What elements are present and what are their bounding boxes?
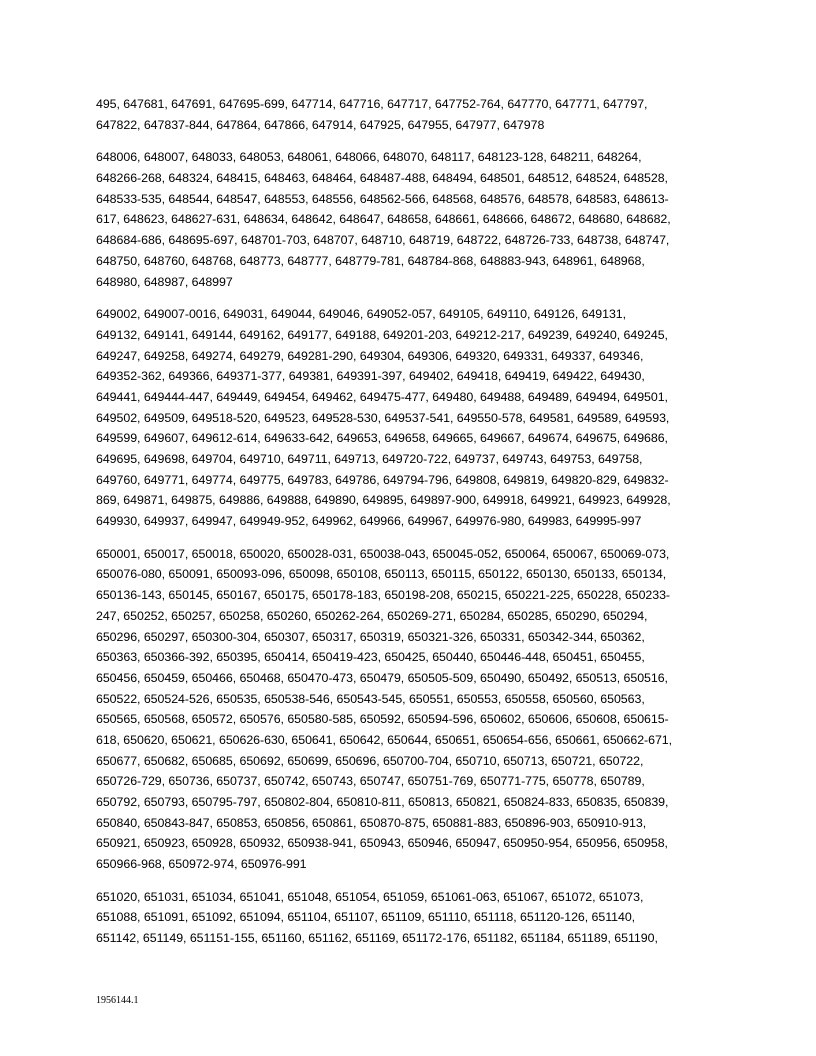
text-line: 650363, 650366-392, 650395, 650414, 650419-423, 650425, 650440, 650446-448, 650451, 650455,: [96, 650, 645, 665]
text-line: 651142, 651149, 651151-155, 651160, 651162, 651169, 651172-176, 651182, 651184, 651189, 651190,: [96, 931, 658, 946]
text-line: 649760, 649771, 649774, 649775, 649783, 649786, 649794-796, 649808, 649819, 649820-829, 649832-: [96, 472, 669, 487]
text-line: 649599, 649607, 649612-614, 649633-642, 649653, 649658, 649665, 649667, 649674, 649675, 649686,: [96, 431, 668, 446]
text-line: 650565, 650568, 650572, 650576, 650580-585, 650592, 650594-596, 650602, 650606, 650608, 650615-: [96, 712, 669, 727]
text-line: 618, 650620, 650621, 650626-630, 650641, 650642, 650644, 650651, 650654-656, 650661, 650662-671,: [96, 732, 673, 747]
text-line: 649502, 649509, 649518-520, 649523, 649528-530, 649537-541, 649550-578, 649581, 649589, 649593,: [96, 410, 670, 425]
document-id-footer: 1956144.1: [96, 995, 139, 1006]
text-line: 650076-080, 650091, 650093-096, 650098, 650108, 650113, 650115, 650122, 650130, 650133, 650134,: [96, 567, 667, 582]
text-line: 648266-268, 648324, 648415, 648463, 648464, 648487-488, 648494, 648501, 648512, 648524, 648528,: [96, 171, 668, 186]
text-line: 649132, 649141, 649144, 649162, 649177, 649188, 649201-203, 649212-217, 649239, 649240, 649245,: [96, 327, 668, 342]
text-line: 650792, 650793, 650795-797, 650802-804, 650810-811, 650813, 650821, 650824-833, 650835, 650839,: [96, 795, 669, 809]
text-line: 649247, 649258, 649274, 649279, 649281-290, 649304, 649306, 649320, 649331, 649337, 649346,: [96, 348, 644, 363]
paragraph-647xxx: [96, 94, 720, 135]
text-line: 649695, 649698, 649704, 649710, 649711, 649713, 649720-722, 649737, 649743, 649753, 649758,: [96, 452, 643, 466]
text-line: 650840, 650843-847, 650853, 650856, 650861, 650870-875, 650881-883, 650896-903, 650910-913,: [96, 815, 647, 830]
text-line: 648684-686, 648695-697, 648701-703, 648707, 648710, 648719, 648722, 648726-733, 648738, 648747,: [96, 233, 670, 248]
paragraph-651xxx: [96, 887, 720, 949]
text-line: 649441, 649444-447, 649449, 649454, 649462, 649475-477, 649480, 649488, 649489, 649494, 649501,: [96, 389, 668, 404]
document-body: [96, 94, 720, 961]
text-line: 649352-362, 649366, 649371-377, 649381, 649391-397, 649402, 649418, 649419, 649422, 649430,: [96, 369, 645, 384]
text-line: 650456, 650459, 650466, 650468, 650470-473, 650479, 650505-509, 650490, 650492, 650513, 650516,: [96, 670, 668, 685]
text-line: 650921, 650923, 650928, 650932, 650938-941, 650943, 650946, 650947, 650950-954, 650956, 650958,: [96, 836, 668, 851]
text-line: 650136-143, 650145, 650167, 650175, 650178-183, 650198-208, 650215, 650221-225, 650228, 650233-: [96, 588, 671, 603]
text-line: 650726-729, 650736, 650737, 650742, 650743, 650747, 650751-769, 650771-775, 650778, 650789,: [96, 774, 645, 789]
text-line: 650001, 650017, 650018, 650020, 650028-031, 650038-043, 650045-052, 650064, 650067, 650069-073,: [96, 546, 670, 561]
text-line: 649930, 649937, 649947, 649949-952, 649962, 649966, 649967, 649976-980, 649983, 649995-997: [96, 514, 642, 529]
text-line: 650966-968, 650972-974, 650976-991: [96, 857, 307, 872]
text-line: 650522, 650524-526, 650535, 650538-546, 650543-545, 650551, 650553, 650558, 650560, 650563,: [96, 691, 645, 706]
text-line: 648980, 648987, 648997: [96, 274, 233, 289]
paragraph-650xxx: [96, 544, 720, 875]
text-line: 648750, 648760, 648768, 648773, 648777, 648779-781, 648784-868, 648883-943, 648961, 648968,: [96, 253, 645, 268]
text-line: 869, 649871, 649875, 649886, 649888, 649890, 649895, 649897-900, 649918, 649921, 649923, 649928,: [96, 493, 671, 508]
text-line: 650296, 650297, 650300-304, 650307, 650317, 650319, 650321-326, 650331, 650342-344, 650362,: [96, 629, 645, 644]
text-line: 247, 650252, 650257, 650258, 650260, 650262-264, 650269-271, 650284, 650285, 650290, 650294,: [96, 608, 648, 623]
text-line: 495, 647681, 647691, 647695-699, 647714, 647716, 647717, 647752-764, 647770, 647771, 647797,: [96, 97, 648, 111]
text-line: 648006, 648007, 648033, 648053, 648061, 648066, 648070, 648117, 648123-128, 648211, 648264,: [96, 150, 642, 165]
text-line: 650677, 650682, 650685, 650692, 650699, 650696, 650700-704, 650710, 650713, 650721, 650722,: [96, 753, 644, 768]
text-line: 648533-535, 648544, 648547, 648553, 648556, 648562-566, 648568, 648576, 648578, 648583, 648613-: [96, 191, 669, 206]
text-line: 617, 648623, 648627-631, 648634, 648642, 648647, 648658, 648661, 648666, 648672, 648680, 648682,: [96, 212, 671, 227]
text-line: 651088, 651091, 651092, 651094, 651104, 651107, 651109, 651110, 651118, 651120-126, 651140,: [96, 910, 636, 925]
text-line: 649002, 649007-0016, 649031, 649044, 649046, 649052-057, 649105, 649110, 649126, 649131,: [96, 307, 627, 322]
text-line: 651020, 651031, 651034, 651041, 651048, 651054, 651059, 651061-063, 651067, 651072, 651073,: [96, 889, 644, 904]
text-line: 647822, 647837-844, 647864, 647866, 647914, 647925, 647955, 647977, 647978: [96, 117, 545, 132]
paragraph-649xxx: [96, 304, 720, 532]
paragraph-648xxx: [96, 147, 720, 292]
